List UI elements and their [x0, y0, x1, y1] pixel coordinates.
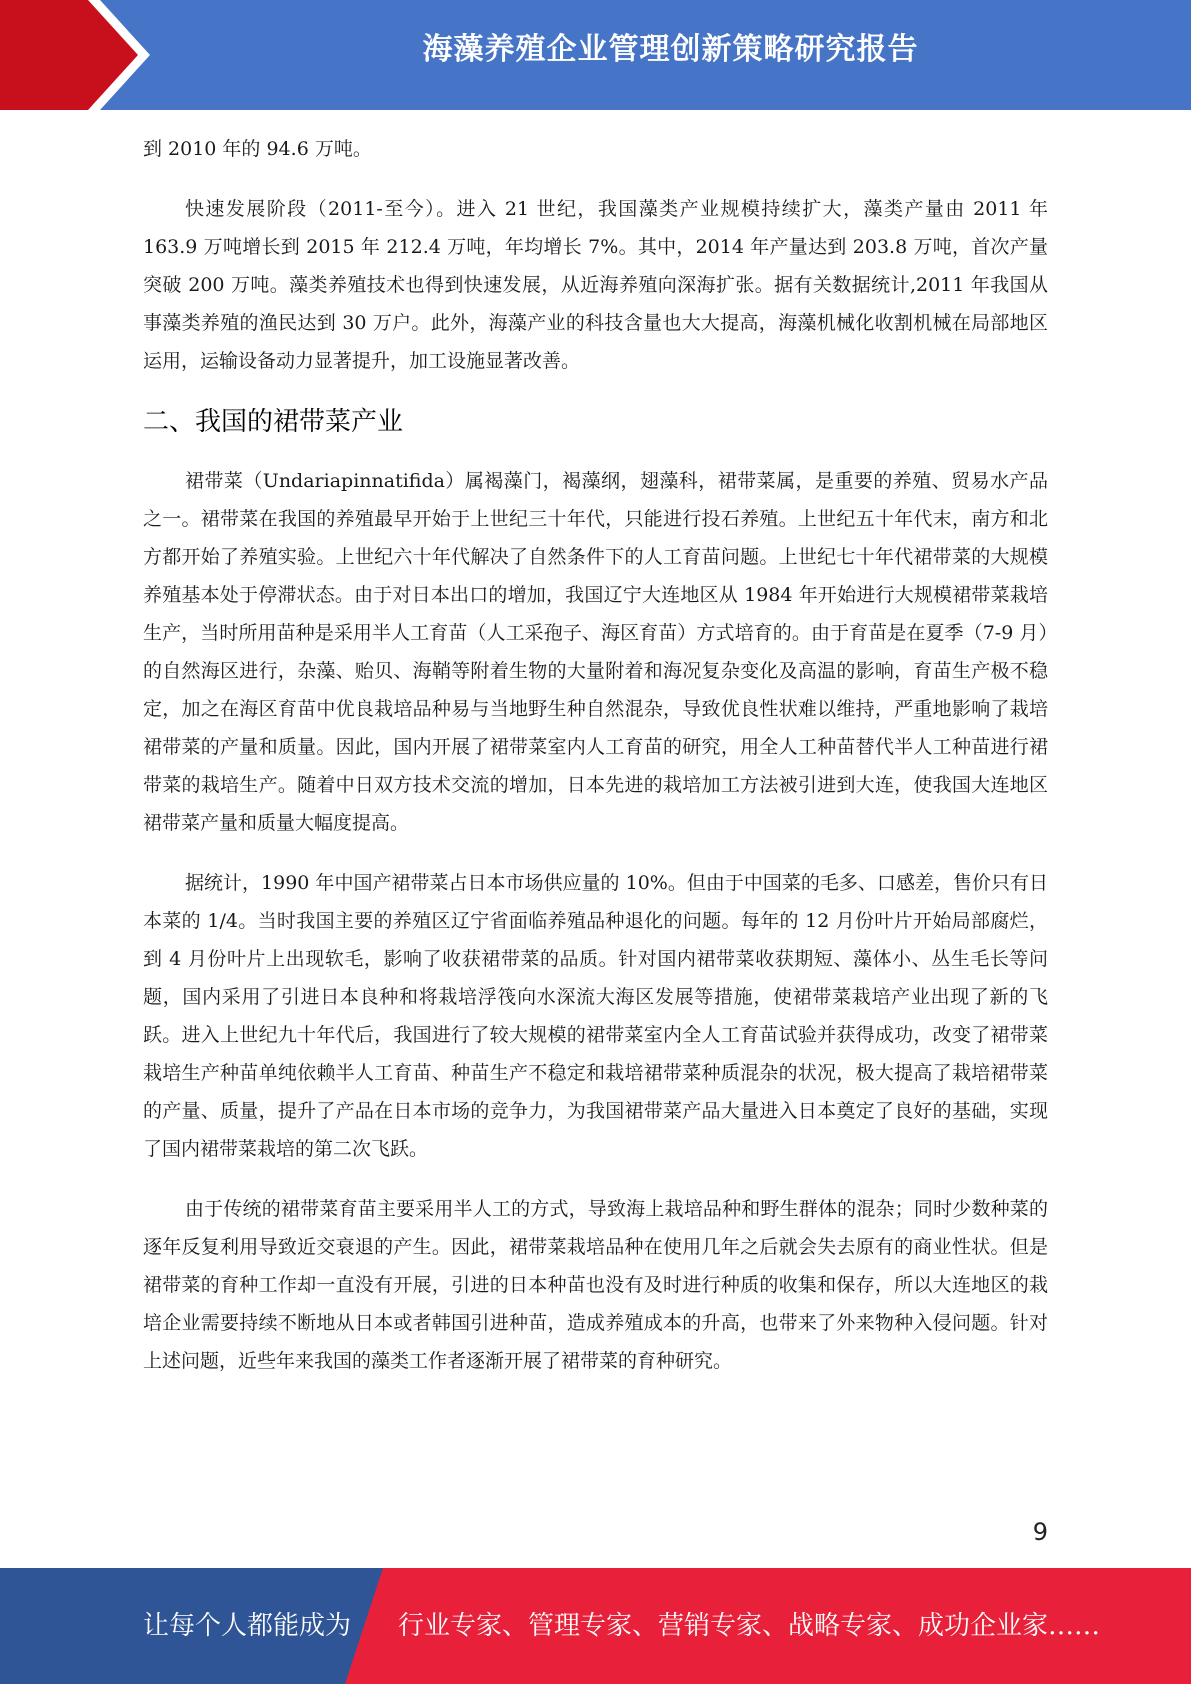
- paragraph-undaria-history: 裙带菜（Undariapinnatifida）属褐藻门，褐藻纲，翅藻科，裙带菜属，是重要的养殖、贸易水产品之一。裙带菜在我国的养殖最早开始于上世纪三十年代，只能进行投石养殖。上世纪五十年代末，南方和北方都开始了养殖实验。上世纪六十年代解决了自然条件下的人工育苗问题。上世纪七十年代裙带菜的大规模养殖基本处于停滞状态。由于对日本出口的增加，我国辽宁大连地区从 1984 年开始进行大规模裙带菜栽培生产，当时所用苗种是采用半人工育苗（人工采孢子、海区育苗）方式培育的。由于育苗是在夏季（7-9 月）的自然海区进行，杂藻、贻贝、海鞘等附着生物的大量附着和海况复杂变化及高温的影响，育苗生产极不稳定，加之在海区育苗中优良栽培品种易与当地野生种自然混杂，导致优良性状难以维持，严重地影响了栽培裙带菜的产量和质量。因此，国内开展了裙带菜室内人工育苗的研究，用全人工种苗替代半人工种苗进行裙带菜的栽培生产。随着中日双方技术交流的增加，日本先进的栽培加工方法被引进到大连，使我国大连地区裙带菜产量和质量大幅度提高。: [143, 470, 1048, 834]
- page-number: 9: [1032, 1518, 1048, 1546]
- paragraph-continuation: 到 2010 年的 94.6 万吨。: [143, 138, 372, 160]
- paragraph-rapid-development: 快速发展阶段（2011-至今）。进入 21 世纪，我国藻类产业规模持续扩大，藻类产量由 2011 年 163.9 万吨增长到 2015 年 212.4 万吨，年均增长 7%。其中，2014 年产量达到 203.8 万吨，首次产量突破 200 万吨。藻类养殖技术也得到快速发展，从近海养殖向深海扩张。据有关数据统计,2011 年我国从事藻类养殖的渔民达到 30 万户。此外，海藻产业的科技含量也大大提高，海藻机械化收割机械在局部地区运用，运输设备动力显著提升，加工设施显著改善。: [143, 198, 1048, 372]
- page-header: [0, 0, 1191, 110]
- main-content: [143, 130, 1048, 1380]
- report-title: 海藻养殖企业管理创新策略研究报告: [422, 32, 919, 67]
- page-footer: [0, 1568, 1191, 1684]
- footer-slogan-right: 行业专家、管理专家、营销专家、战略专家、成功企业家……: [398, 1611, 1101, 1641]
- section-heading: 二、我国的裙带菜产业: [143, 407, 404, 437]
- paragraph-statistics-1990: 据统计，1990 年中国产裙带菜占日本市场供应量的 10%。但由于中国菜的毛多、口感差，售价只有日本菜的 1/4。当时我国主要的养殖区辽宁省面临养殖品种退化的问题。每年的 12 月份叶片开始局部腐烂，到 4 月份叶片上出现软毛，影响了收获裙带菜的品质。针对国内裙带菜收获期短、藻体小、丛生毛长等问题，国内采用了引进日本良种和将栽培浮筏向水深流大海区发展等措施，使裙带菜栽培产业出现了新的飞跃。进入上世纪九十年代后，我国进行了较大规模的裙带菜室内全人工育苗试验并获得成功，改变了裙带菜栽培生产种苗单纯依赖半人工育苗、种苗生产不稳定和栽培裙带菜种质混杂的状况，极大提高了栽培裙带菜的产量、质量，提升了产品在日本市场的竞争力，为我国裙带菜产品大量进入日本奠定了良好的基础，实现了国内裙带菜栽培的第二次飞跃。: [143, 872, 1048, 1160]
- paragraph-breeding-research: 由于传统的裙带菜育苗主要采用半人工的方式，导致海上栽培品种和野生群体的混杂；同时少数种菜的逐年反复利用导致近交衰退的产生。因此，裙带菜栽培品种在使用几年之后就会失去原有的商业性状。但是裙带菜的育种工作却一直没有开展，引进的日本种苗也没有及时进行种质的收集和保存，所以大连地区的栽培企业需要持续不断地从日本或者韩国引进种苗，造成养殖成本的升高，也带来了外来物种入侵问题。针对上述问题，近些年来我国的藻类工作者逐渐开展了裙带菜的育种研究。: [143, 1198, 1048, 1372]
- footer-slogan-left: 让每个人都能成为: [143, 1611, 352, 1641]
